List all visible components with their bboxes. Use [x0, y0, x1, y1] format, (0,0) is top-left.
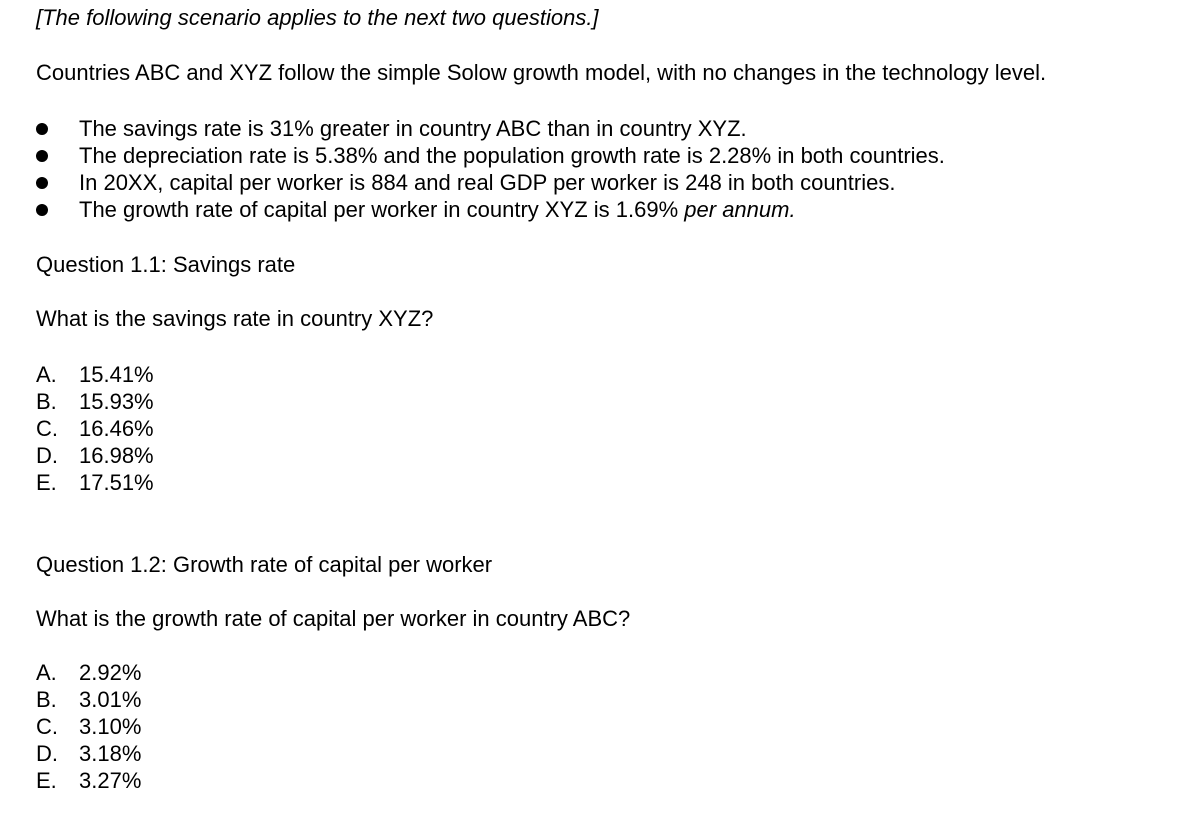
bullet-item — [36, 142, 945, 169]
bullet-text: In 20XX, capital per worker is 884 and real GDP per worker is 248 in both countries. — [79, 170, 896, 195]
bullet-dot-icon — [36, 177, 48, 189]
option-value: 16.98% — [79, 443, 154, 468]
option-value: 3.18% — [79, 741, 142, 766]
bullet-dot-icon — [36, 150, 48, 162]
option-value: 15.41% — [79, 362, 154, 387]
option-value: 3.27% — [79, 768, 142, 793]
scenario-intro: [The following scenario applies to the next two questions.] — [36, 5, 599, 30]
bullet-text: The growth rate of capital per worker in country XYZ is 1.69% — [79, 197, 685, 222]
option-letter: D. — [36, 741, 58, 766]
option-value: 2.92% — [79, 660, 142, 685]
option-letter: C. — [36, 416, 58, 441]
bullet-item — [36, 169, 945, 196]
question-title: Question 1.2: Growth rate of capital per worker — [36, 552, 493, 577]
option-letter: B. — [36, 687, 57, 712]
option-letter: E. — [36, 768, 57, 793]
question-title: Question 1.1: Savings rate — [36, 252, 296, 277]
option-value: 15.93% — [79, 389, 154, 414]
option-value: 3.10% — [79, 714, 142, 739]
answer-option[interactable] — [36, 388, 154, 415]
answer-option[interactable] — [36, 686, 141, 713]
option-value: 17.51% — [79, 470, 154, 495]
option-letter: B. — [36, 389, 57, 414]
scenario-statement: Countries ABC and XYZ follow the simple Solow growth model, with no changes in the technology level. — [36, 60, 1047, 85]
scenario-bullet-list — [36, 115, 945, 223]
bullet-dot-icon — [36, 204, 48, 216]
bullet-text: The savings rate is 31% greater in country ABC than in country XYZ. — [79, 116, 747, 141]
answer-options — [36, 361, 154, 496]
answer-option[interactable] — [36, 740, 141, 767]
answer-options — [36, 659, 141, 794]
option-letter: A. — [36, 362, 57, 387]
option-value: 16.46% — [79, 416, 154, 441]
bullet-dot-icon — [36, 123, 48, 135]
option-letter: D. — [36, 443, 58, 468]
option-letter: C. — [36, 714, 58, 739]
answer-option[interactable] — [36, 767, 141, 794]
answer-option[interactable] — [36, 469, 154, 496]
option-letter: E. — [36, 470, 57, 495]
option-value: 3.01% — [79, 687, 142, 712]
answer-option[interactable] — [36, 361, 154, 388]
bullet-text: The depreciation rate is 5.38% and the population growth rate is 2.28% in both countries. — [79, 143, 945, 168]
bullet-item — [36, 115, 945, 142]
answer-option[interactable] — [36, 713, 141, 740]
question-text: What is the savings rate in country XYZ? — [36, 306, 434, 331]
option-letter: A. — [36, 660, 57, 685]
bullet-item — [36, 196, 945, 223]
question-text: What is the growth rate of capital per worker in country ABC? — [36, 606, 631, 631]
answer-option[interactable] — [36, 415, 154, 442]
answer-option[interactable] — [36, 659, 141, 686]
answer-option[interactable] — [36, 442, 154, 469]
bullet-text-italic: per annum. — [684, 197, 796, 222]
